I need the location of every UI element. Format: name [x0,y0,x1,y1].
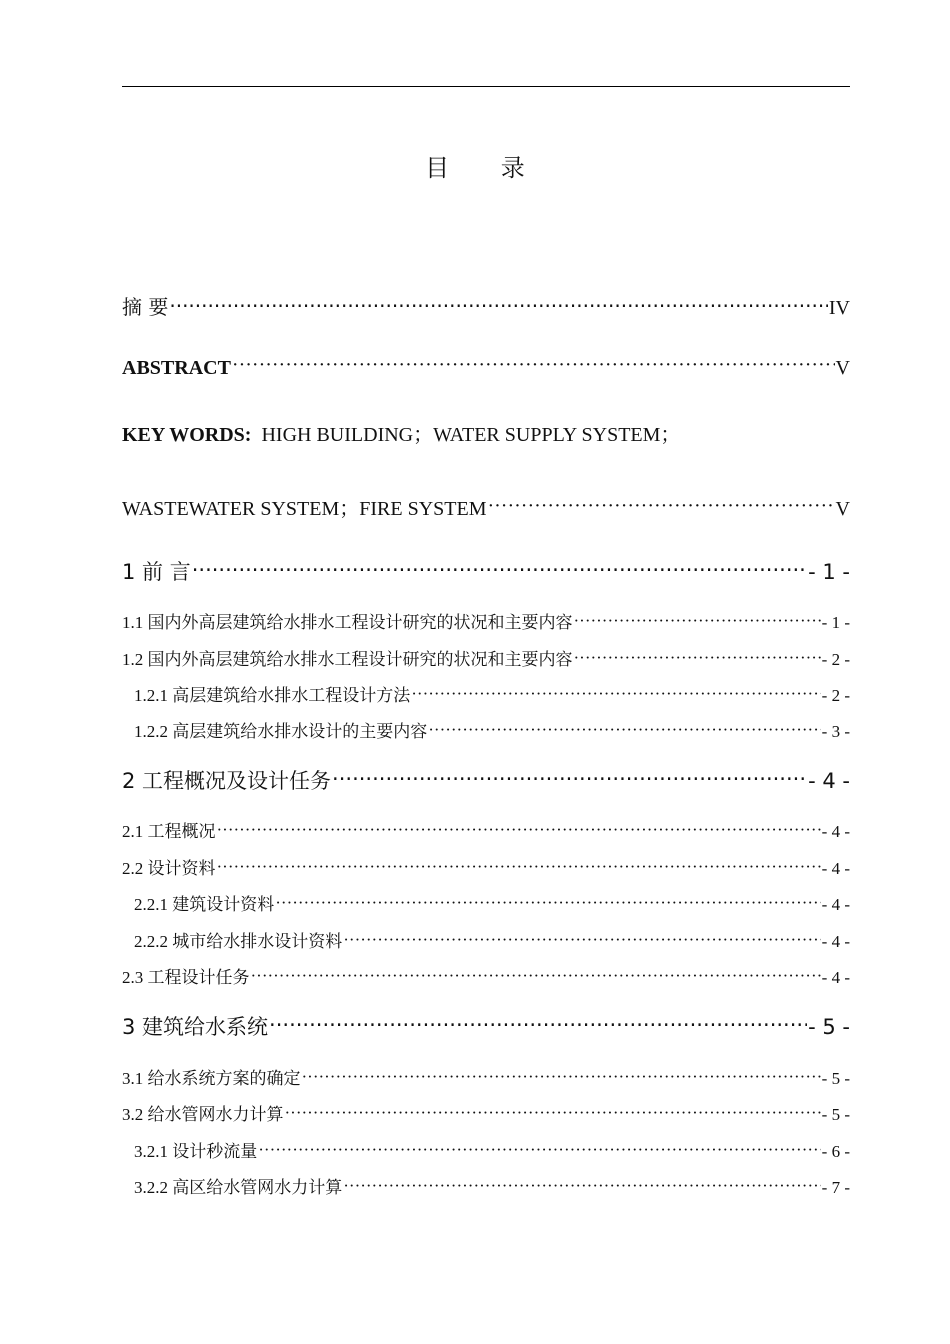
header-rule [122,86,850,87]
toc-entry-label: 1 前 言 [122,560,191,584]
toc-leader-dots [343,930,820,947]
toc-entry-page: V [835,357,850,379]
toc-entry-page: - 3 - [821,722,850,741]
toc-chapter-1[interactable] [122,556,850,586]
toc-leader-dots [302,1067,821,1084]
toc-chapter-3[interactable] [122,1011,850,1041]
toc-section-3-2[interactable] [122,1100,850,1125]
toc-leader-dots [217,857,821,874]
toc-section-2-2-1[interactable] [122,890,850,915]
toc-leader-dots [232,354,835,374]
toc-entry-page: - 2 - [821,650,850,669]
toc-leader-dots [285,1103,821,1120]
toc-entry-label: 1.1 国内外高层建筑给水排水工程设计研究的状况和主要内容 [122,613,573,632]
toc-entry-abstract-en[interactable] [122,354,850,380]
toc-section-1-2-1[interactable] [122,681,850,706]
toc-leader-dots [169,294,828,314]
toc-leader-dots [269,1013,807,1034]
toc-entry-page: - 4 - [821,859,850,878]
toc-entry-label: 1.2.2 高层建筑给水排水设计的主要内容 [134,722,428,741]
toc-section-3-2-2[interactable] [122,1173,850,1198]
toc-entry-label: 2.3 工程设计任务 [122,968,250,987]
toc-entry-abstract-cn[interactable] [122,291,850,320]
toc-keywords-line[interactable] [122,418,680,447]
toc-leader-dots [217,820,821,837]
toc-entry-page: - 7 - [821,1178,850,1197]
toc-entry-page: - 4 - [821,895,850,914]
toc-leader-dots [251,966,821,983]
toc-entry-page: - 2 - [821,686,850,705]
toc-section-2-3[interactable] [122,963,850,988]
toc-entry-label: 3.1 给水系统方案的确定 [122,1069,301,1088]
toc-entry-page: - 6 - [821,1142,850,1161]
toc-leader-dots [574,648,821,665]
toc-section-2-2[interactable] [122,854,850,879]
toc-section-3-2-1[interactable] [122,1137,850,1162]
toc-entry-page: - 4 - [821,932,850,951]
toc-entry-label: 摘 要 [122,295,169,319]
toc-entry-page: - 1 - [821,613,850,632]
toc-entry-page: - 1 - [808,560,850,584]
toc-section-1-2[interactable] [122,645,850,670]
toc-section-1-2-2[interactable] [122,717,850,742]
toc-entry-label: 3.2.2 高区给水管网水力计算 [134,1178,343,1197]
toc-entry-label: 2.2.2 城市给水排水设计资料 [134,932,343,951]
toc-chapter-2[interactable] [122,765,850,795]
toc-entry-label: WASTEWATER SYSTEM；FIRE SYSTEM [122,498,487,520]
toc-entry-page: V [835,498,850,520]
toc-entry-page: - 5 - [821,1105,850,1124]
toc-entry-page: - 4 - [808,769,850,793]
toc-entry-label: 2.2 设计资料 [122,859,216,878]
toc-entry-label: 1.2.1 高层建筑给水排水工程设计方法 [134,686,411,705]
toc-entry-label: 3.2.1 设计秒流量 [134,1142,258,1161]
toc-leader-dots [332,767,807,788]
toc-entry-label: 3 建筑给水系统 [122,1015,269,1039]
toc-entry-page: - 5 - [808,1015,850,1039]
toc-entry-label: 2 工程概况及设计任务 [122,769,332,793]
toc-leader-dots [574,611,821,628]
toc-entry-keywords-cont[interactable] [122,492,850,521]
toc-leader-dots [428,720,820,737]
toc-entry-page: IV [828,297,850,319]
toc-section-2-2-2[interactable] [122,927,850,952]
toc-section-3-1[interactable] [122,1064,850,1089]
toc-entry-page: - 4 - [821,822,850,841]
keywords-label: KEY WORDS: [122,424,252,446]
toc-leader-dots [275,893,820,910]
toc-entry-label: 1.2 国内外高层建筑给水排水工程设计研究的状况和主要内容 [122,650,573,669]
toc-leader-dots [192,558,807,579]
page-title: 目 录 [425,154,547,182]
toc-section-1-1[interactable] [122,608,850,633]
toc-section-2-1[interactable] [122,817,850,842]
toc-entry-page: - 4 - [821,968,850,987]
toc-entry-label: 3.2 给水管网水力计算 [122,1105,284,1124]
toc-leader-dots [258,1140,820,1157]
toc-entry-label: 2.1 工程概况 [122,822,216,841]
toc-leader-dots [411,684,820,701]
toc-entry-label: ABSTRACT [122,357,231,379]
keywords-text: HIGH BUILDING；WATER SUPPLY SYSTEM； [261,424,681,446]
toc-leader-dots [343,1176,820,1193]
toc-entry-label: 2.2.1 建筑设计资料 [134,895,275,914]
toc-entry-page: - 5 - [821,1069,850,1088]
toc-leader-dots [487,495,834,515]
